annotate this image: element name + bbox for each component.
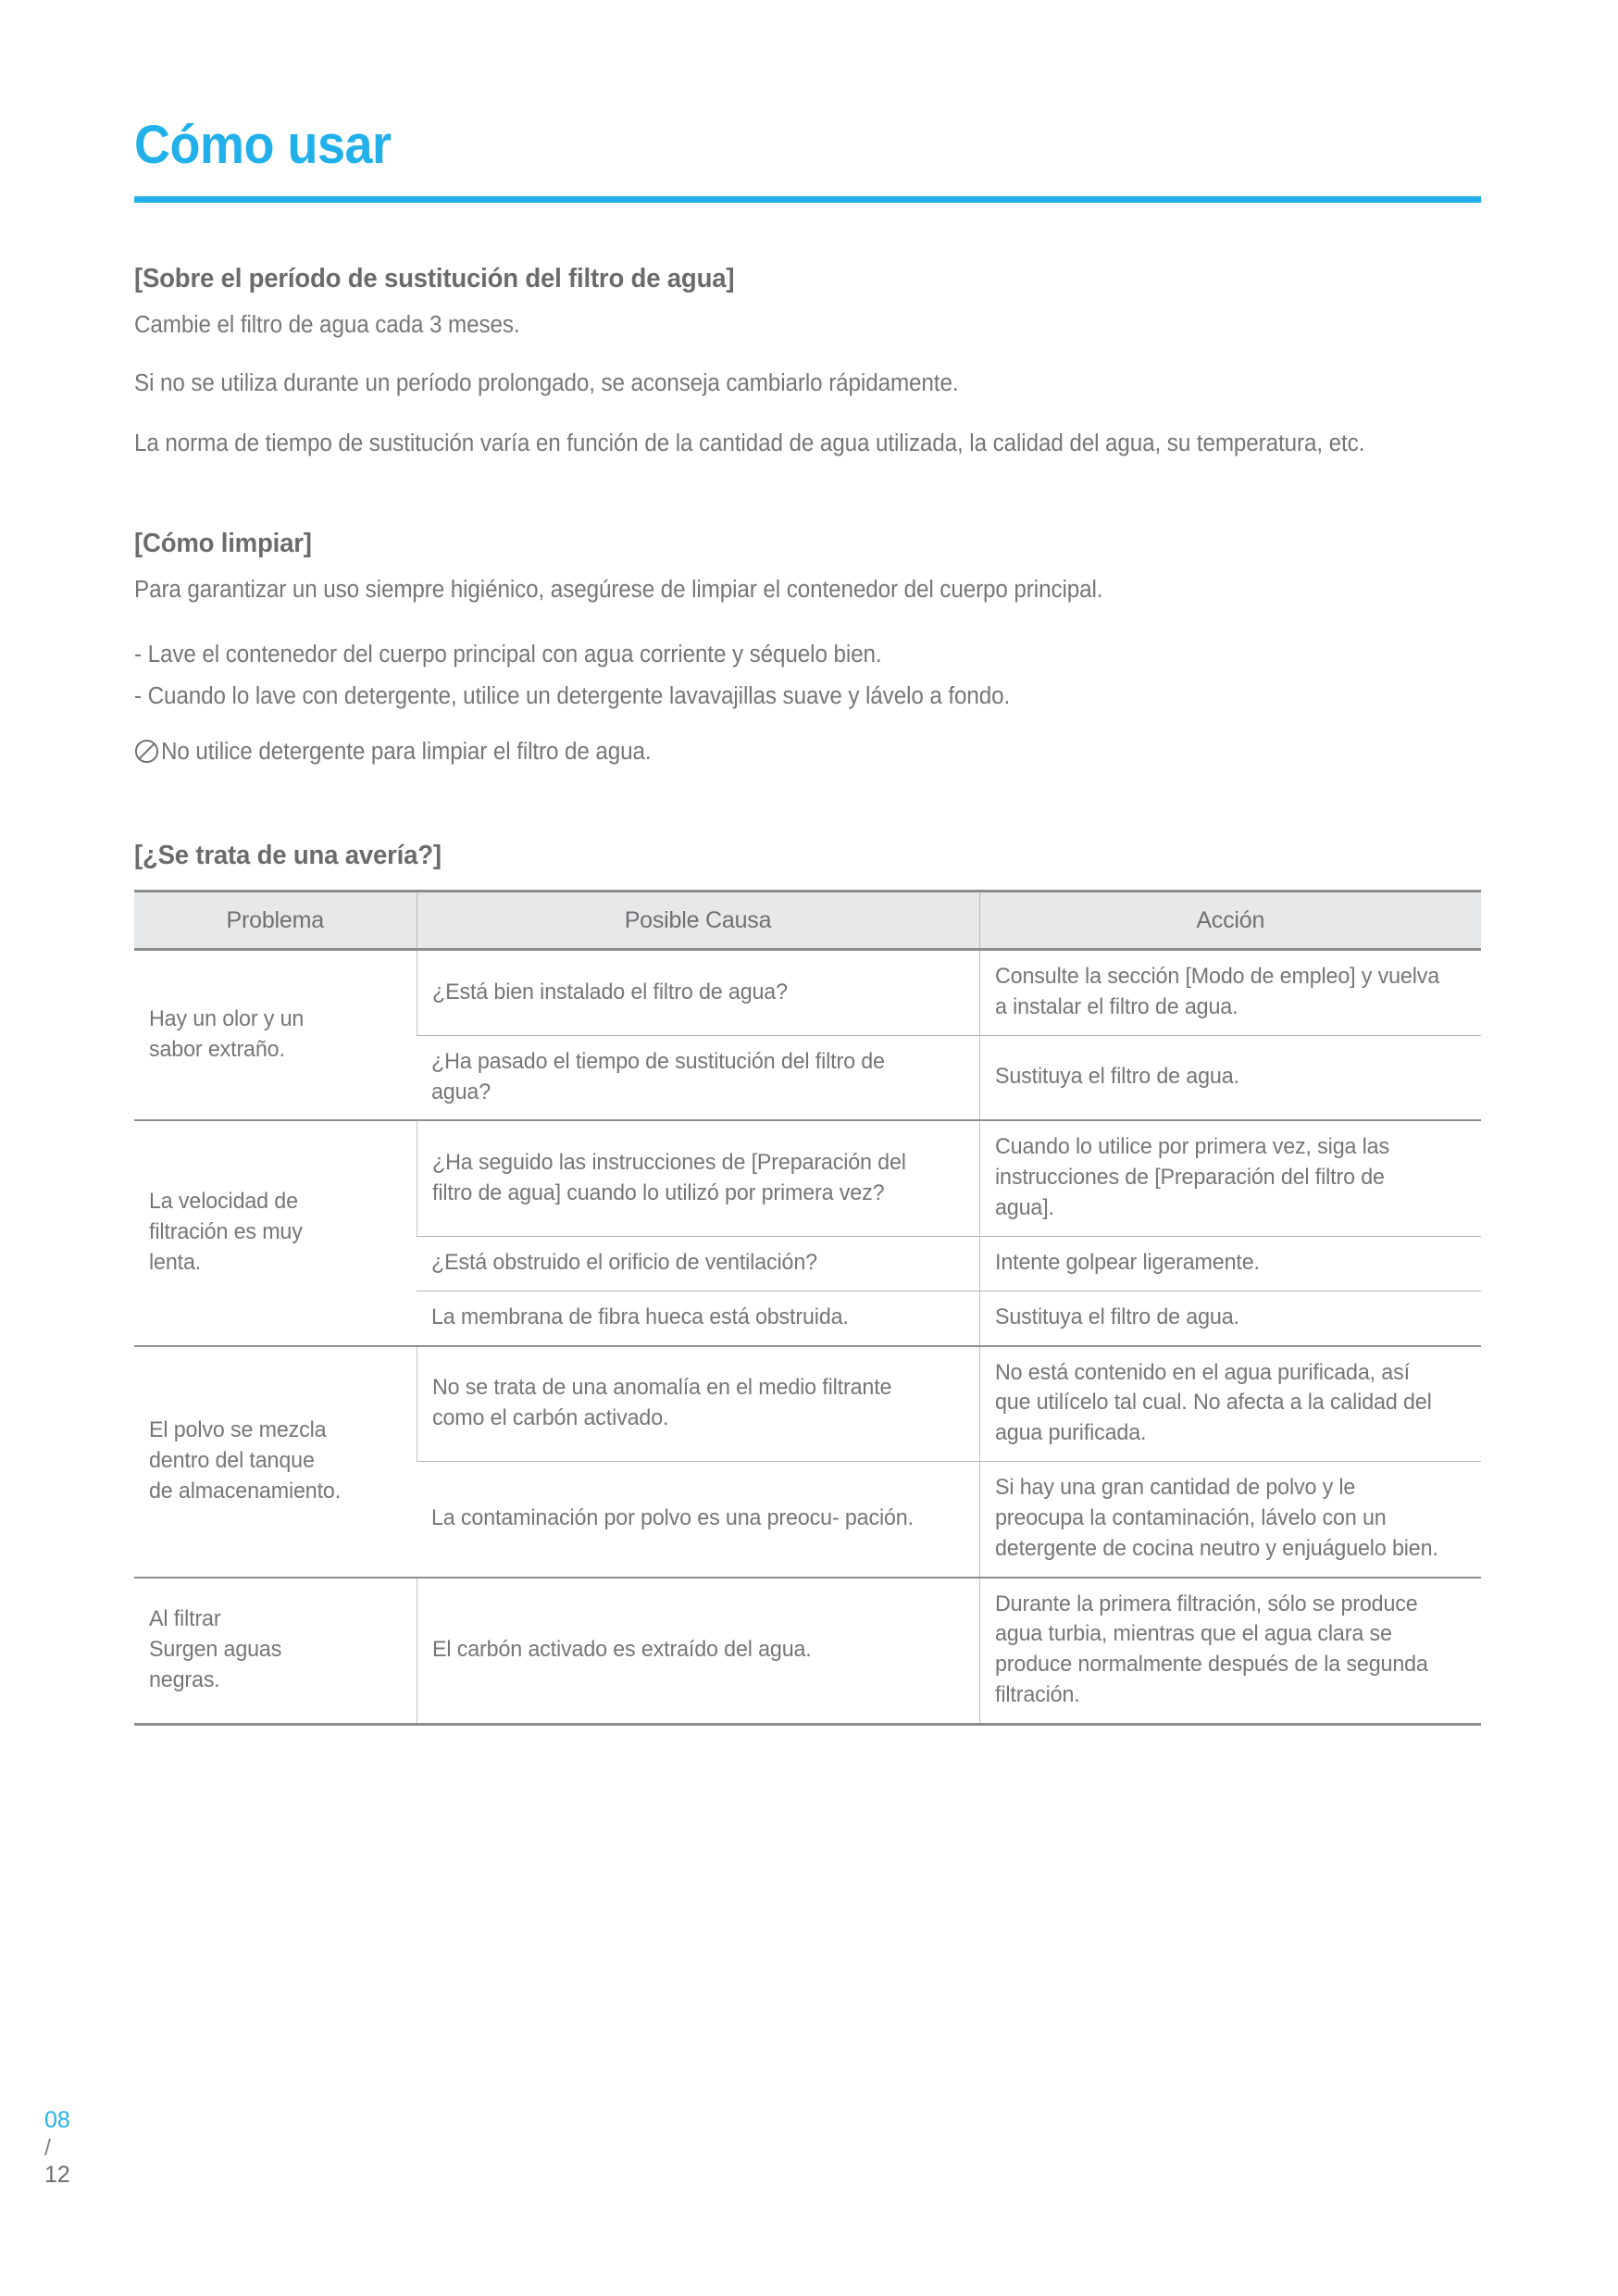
table-row [134,1346,1481,1462]
cause-text: El carbón activado es extraído del agua. [431,1636,812,1662]
cell-problem [134,1346,417,1578]
action-text: No está contenido en el agua purificada, así que utilícelo tal cual. No afecta a la calidad del agua purificada. [994,1359,1432,1446]
problem-text: Hay un olor y un sabor extraño. [149,1006,305,1062]
cell-cause [417,1291,979,1345]
cause-text: ¿Ha seguido las instrucciones de [Preparación del filtro de agua] cuando lo utilizó por primera vez? [431,1149,906,1205]
section-troubleshooting [134,839,1481,1726]
cell-action [979,950,1481,1036]
cell-problem [134,1578,417,1725]
how-to-clean-bullet-1: - Lave el contenedor del cuerpo principal con agua corriente y séquelo bien. [134,642,882,668]
filter-period-paragraph-1: Cambie el filtro de agua cada 3 meses. [134,312,520,339]
how-to-clean-bullet-2: - Cuando lo lave con detergente, utilice un detergente lavavajillas suave y lávelo a fondo. [134,682,1011,709]
cell-action [979,1578,1481,1725]
cause-text: La contaminación por polvo es una preocu- pación. [431,1504,914,1530]
cell-action [979,1120,1481,1236]
cause-text: ¿Está bien instalado el filtro de agua? [431,979,788,1004]
cell-action [979,1236,1481,1291]
troubleshooting-table-wrapper [134,890,1481,1726]
cell-action [979,1462,1481,1578]
problem-text: El polvo se mezcla dentro del tanque de almacenamiento. [149,1416,342,1504]
action-text: Intente golpear ligeramente. [994,1249,1260,1275]
cell-problem [134,1120,417,1345]
cell-cause [417,1462,979,1578]
page-title: Cómo usar [134,115,392,175]
section-filter-period [134,262,1481,460]
column-header-problema: Problema [134,892,417,950]
cell-action [979,1035,1481,1120]
page-content [134,0,1481,1726]
cell-cause [417,1346,979,1462]
cell-cause [417,1035,979,1120]
page-folio [44,2107,70,2190]
folio-separator: / [44,2134,51,2161]
cause-text: La membrana de fibra hueca está obstruida. [431,1304,849,1329]
action-text: Consulte la sección [Modo de empleo] y vuelva a instalar el filtro de agua. [994,964,1439,1019]
filter-period-paragraph-2: Si no se utiliza durante un período prolongado, se aconseja cambiarlo rápidamente. [134,370,959,397]
section-heading-troubleshooting: [¿Se trata de una avería?] [134,840,442,870]
table-row [134,1578,1481,1725]
table-row [134,1120,1481,1236]
section-heading-filter-period: [Sobre el período de sustitución del filtro de agua] [134,264,735,293]
cause-text: ¿Ha pasado el tiempo de sustitución del filtro de agua? [431,1048,885,1104]
action-text: Si hay una gran cantidad de polvo y le preocupa la contaminación, lávelo con un detergente de cocina neutro y enjuáguelo bien. [994,1475,1438,1561]
action-text: Cuando lo utilice por primera vez, siga las instrucciones de [Preparación del filtro de agua]. [994,1134,1389,1221]
section-heading-how-to-clean: [Cómo limpiar] [134,528,312,558]
problem-text: Al filtrar Surgen aguas negras. [149,1606,282,1692]
cell-cause [417,950,979,1036]
table-header-row [134,892,1481,950]
cell-action [979,1346,1481,1462]
how-to-clean-bullet-list [134,638,1481,712]
cell-cause [417,1578,979,1725]
troubleshooting-table [134,890,1481,1726]
troubleshooting-table-body [134,950,1481,1725]
title-underline [134,196,1481,203]
how-to-clean-intro: Para garantizar un uso siempre higiénico, asegúrese de limpiar el contenedor del cuerpo principal. [134,577,1103,604]
cell-cause [417,1120,979,1236]
prohibition-icon [134,739,159,764]
prohibition-text: No utilice detergente para limpiar el filtro de agua. [161,738,652,765]
cell-action [979,1291,1481,1345]
table-row [134,950,1481,1036]
folio-total-pages: 12 [44,2162,70,2188]
section-how-to-clean [134,527,1481,768]
title-block [134,0,1481,203]
cause-text: No se trata de una anomalía en el medio filtrante como el carbón activado. [431,1375,891,1430]
filter-period-paragraph-3: La norma de tiempo de sustitución varía en función de la cantidad de agua utilizada, la calidad del agua, su temperatura, etc. [134,430,1365,456]
cell-cause [417,1236,979,1291]
action-text: Sustituya el filtro de agua. [994,1304,1239,1329]
action-text: Durante la primera filtración, sólo se produce agua turbia, mientras que el agua clara se produce normalmente después de la segunda filtración. [994,1591,1428,1708]
action-text: Sustituya el filtro de agua. [994,1064,1239,1090]
column-header-posible-causa: Posible Causa [417,892,979,950]
problem-text: La velocidad de filtración es muy lenta. [149,1189,303,1275]
cause-text: ¿Está obstruido el orificio de ventilación? [431,1249,817,1275]
column-header-accion: Acción [979,892,1481,950]
prohibition-note [134,735,1481,768]
folio-current-page: 08 [44,2107,70,2133]
cell-problem [134,950,417,1121]
